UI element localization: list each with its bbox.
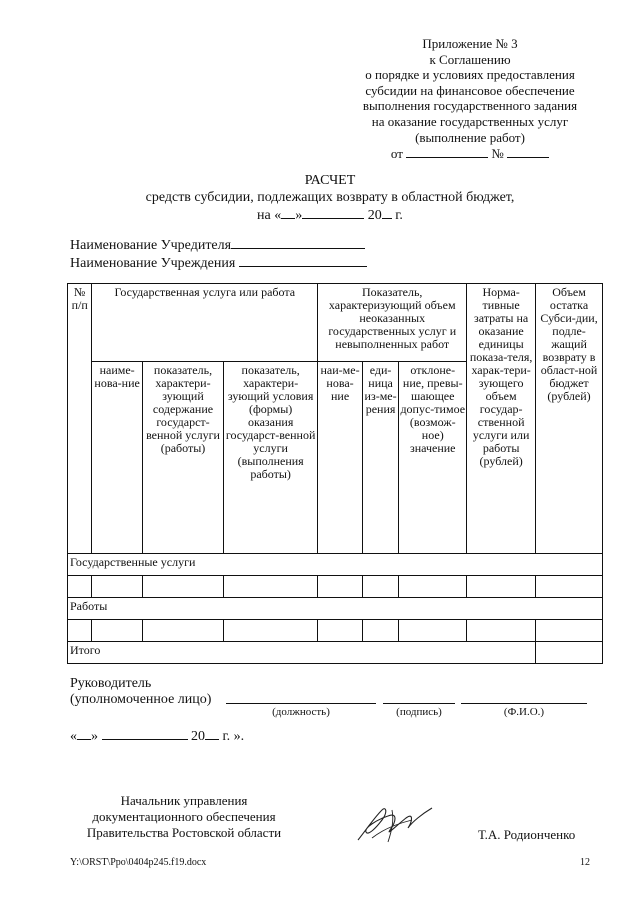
total-label: Итого <box>68 642 536 664</box>
sub-service-content: показатель, характери-зующий содержание государст-венной услуги (работы) <box>142 362 223 554</box>
head-line1: Руководитель <box>70 676 152 691</box>
table-cell[interactable] <box>318 576 363 598</box>
appendix-date-blank[interactable] <box>406 145 488 158</box>
sig-date-close: » <box>91 729 98 744</box>
appendix-line: на оказание государственных услуг <box>371 113 569 129</box>
appendix-line: Приложение № 3 <box>422 36 518 51</box>
appendix-date-line <box>330 145 610 162</box>
head-line2-row <box>70 692 211 708</box>
signer-title-line: Правительства Ростовской области <box>86 825 282 840</box>
head-line2: (уполномоченное лицо) <box>70 692 212 707</box>
appendix-header <box>330 36 610 162</box>
document-title <box>60 172 600 224</box>
position-caption: (должность) <box>272 706 330 718</box>
signer-title <box>70 793 298 841</box>
signer-title-line: документационного обеспечения <box>92 809 276 824</box>
title-date-prefix: на « <box>257 208 282 223</box>
table-cell[interactable] <box>536 620 603 642</box>
signature-date-line <box>70 727 244 745</box>
sig-year-blank[interactable] <box>205 727 219 740</box>
founder-label: Наименование Учредителя <box>70 238 232 253</box>
table-row <box>68 620 603 642</box>
table-cell[interactable] <box>224 620 318 642</box>
sub-indicator-name: наи-ме-нова-ние <box>318 362 363 554</box>
appendix-number-sign: № <box>491 146 504 162</box>
title-year-blank[interactable] <box>382 206 392 219</box>
table-cell[interactable] <box>467 620 536 642</box>
founder-input[interactable] <box>231 236 365 249</box>
appendix-line: субсидии на финансовое обеспечение <box>365 82 575 98</box>
table-cell[interactable] <box>142 576 223 598</box>
fio-caption: (Ф.И.О.) <box>503 706 545 718</box>
title-date-line <box>60 206 600 224</box>
sub-service-conditions: показатель, характери-зующий условия (формы) оказания государст-венной услуги (выполнения работы) <box>224 362 318 554</box>
table-cell[interactable] <box>68 576 92 598</box>
page-number: 12 <box>580 857 590 868</box>
sub-indicator-deviation: отклоне-ние, превы-шающее допус-тимое (возмож-ное) значение <box>399 362 467 554</box>
title-day-blank[interactable] <box>281 206 295 219</box>
handwritten-signature-icon <box>352 800 442 848</box>
table-row <box>68 576 603 598</box>
table-header-row <box>68 284 603 362</box>
signature-input[interactable] <box>383 703 455 704</box>
sub-indicator-unit: еди-ница из-ме-рения <box>362 362 398 554</box>
table-cell[interactable] <box>224 576 318 598</box>
appendix-date-prefix: от <box>390 146 403 162</box>
institution-field <box>70 254 367 272</box>
section-works-label: Работы <box>68 598 603 620</box>
footer-path: Y:\ORST\Ppo\0404p245.f19.docx <box>70 857 207 868</box>
table-cell[interactable] <box>399 576 467 598</box>
title-heading: РАСЧЕТ <box>304 173 356 188</box>
institution-label: Наименование Учреждения <box>70 256 236 271</box>
sig-month-blank[interactable] <box>102 727 188 740</box>
appendix-line: выполнения государственного задания <box>362 98 578 114</box>
col-indicator-header: Показатель, характеризующий объем неоказанных государственных услуг и невыполненных работ <box>318 284 467 362</box>
sig-date-year: 20 <box>191 729 205 744</box>
table-cell[interactable] <box>362 620 398 642</box>
title-year: 20 <box>367 208 382 223</box>
table-cell[interactable] <box>92 576 143 598</box>
table-cell[interactable] <box>68 620 92 642</box>
title-year-suffix: г. <box>395 208 403 223</box>
sub-service-name: наиме-нова-ние <box>92 362 143 554</box>
col-norm-header: Норма-тивные затраты на оказание единицы показа-теля, харак-тери-зующего объем государ-ственной услуги или работы (рублей) <box>467 284 536 554</box>
table-cell[interactable] <box>399 620 467 642</box>
total-row <box>68 642 603 664</box>
table-cell[interactable] <box>92 620 143 642</box>
table-cell[interactable] <box>536 576 603 598</box>
signer-title-line: Начальник управления <box>120 793 248 808</box>
sig-day-blank[interactable] <box>77 727 91 740</box>
position-input[interactable] <box>226 703 376 704</box>
signer-name: Т.А. Родионченко <box>478 827 576 842</box>
founder-field <box>70 236 367 254</box>
sig-date-open: « <box>70 729 77 744</box>
table-cell[interactable] <box>142 620 223 642</box>
organization-fields <box>70 236 367 272</box>
section-services-label: Государственные услуги <box>68 554 603 576</box>
total-value-cell[interactable] <box>536 642 603 664</box>
appendix-line: (выполнение работ) <box>415 129 525 145</box>
calculation-table <box>67 283 603 664</box>
appendix-line: о порядке и условиях предоставления <box>365 67 575 83</box>
table-cell[interactable] <box>467 576 536 598</box>
title-month-blank[interactable] <box>302 206 364 219</box>
sig-date-suffix: г. ». <box>222 729 245 744</box>
title-subtitle: средств субсидии, подлежащих возврату в областной бюджет, <box>145 190 515 205</box>
col-balance-header: Объем остатка Субси-дии, подле-жащий возврату в област-ной бюджет (рублей) <box>536 284 603 554</box>
section-row <box>68 598 603 620</box>
table-cell[interactable] <box>318 620 363 642</box>
institution-input[interactable] <box>239 254 367 267</box>
appendix-line: к Соглашению <box>429 51 511 67</box>
section-row <box>68 554 603 576</box>
table-cell[interactable] <box>362 576 398 598</box>
col-number-header: № п/п <box>68 284 92 554</box>
signature-caption: (подпись) <box>396 706 442 718</box>
appendix-number-blank[interactable] <box>507 145 549 158</box>
col-service-header: Государственная услуга или работа <box>92 284 318 362</box>
signature-block <box>70 676 211 708</box>
fio-input[interactable] <box>461 703 587 704</box>
title-date-mid: » <box>295 208 303 223</box>
